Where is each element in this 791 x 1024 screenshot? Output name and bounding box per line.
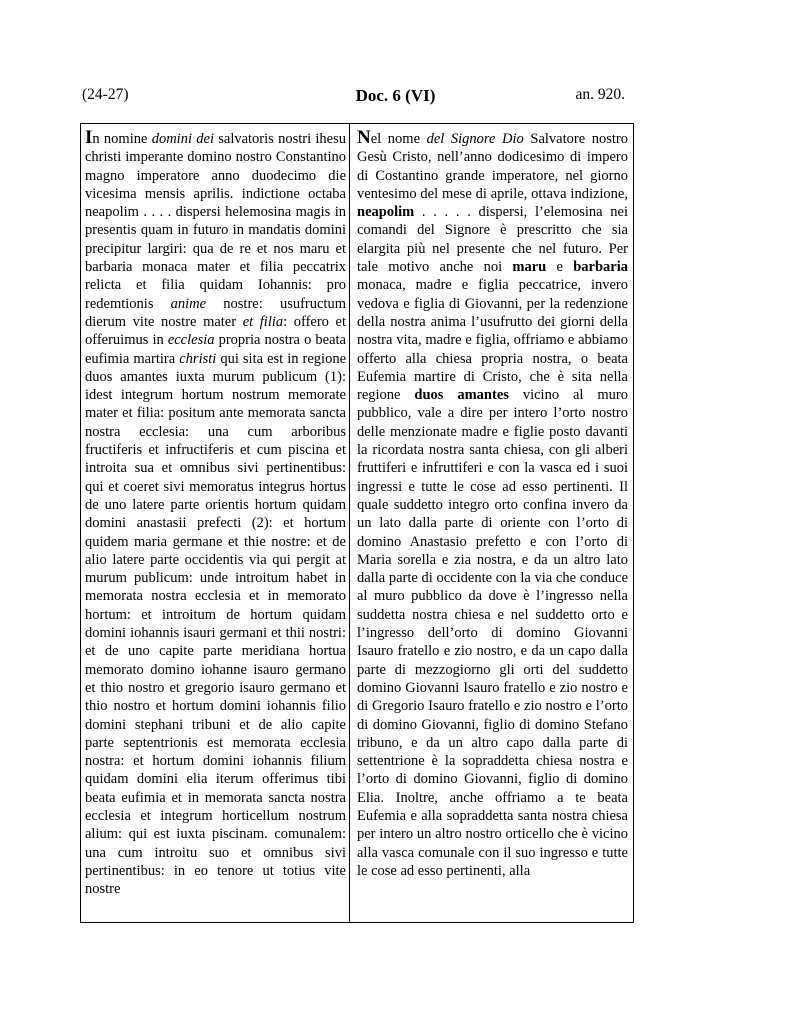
italian-text-segment: monaca, madre e figlia peccatrice, invero vedova e figlia di Giovanni, per la redenzione della nostra anima l’usufrutto dei giorni della nostra vita, madre e figlia, offriamo e abbiamo offerto alla chiesa propria nostra, o beata Eufemia martire di Cristo, che è sita nella regione (357, 277, 628, 404)
italian-text-segment: el nome (370, 131, 427, 147)
italian-text-segment: maru (512, 259, 547, 276)
latin-text-segment: ecclesia (167, 332, 215, 349)
latin-text-segment: n nomine (92, 131, 152, 147)
italian-text-segment: e (546, 259, 574, 276)
latin-text-segment: : offero et offeruimus in (85, 313, 346, 349)
italian-text-segment: duos amantes (414, 387, 509, 404)
italian-text-segment: vicino al muro pubblico, vale a dire per intero l’orto nostro delle menzionate madre e figlie posto davanti la ricordata nostra santa chiesa, con gli alberi fruttiferi e infruttiferi e con la vasca ed i suoi ingressi e tutte le cose ad esso pertinenti. Il quale suddetto integro orto confina invero da un lato dalla parte di oriente con l’orto di domino Anastasio prefetto e con l’orto di Maria sorella e zia nostra, e da un altro lato dalla parte di occidente con la via che conduce al muro pubblico da dove è l’ingresso nella suddetta nostra chiesa e nel suddetto orto e l’ingresso dell’orto di domino Giovanni Isauro fratello e zio nostro, e da un capo dalla parte di mezzogiorno gli orti del suddetto domino Giovanni Isauro fratello e zio nostro e di Gregorio Isauro fratello e zio nostro e l’orto di domino Giovanni, figlio di domino Stefano tribuno, e da un altro capo dalla parte di settentrione è la sopraddetta chiesa nostra e l’orto di domino Giovanni, figlio di domino Elia. Inoltre, anche offriamo a te beata Eufemia e alla sopraddetta santa nostra chiesa per intero un altro nostro orticello che è vicino alla vasca comunale con il suo ingresso e tutte le cose ad esso pertinenti, alla (357, 387, 628, 879)
italian-text-segment: neapolim (357, 204, 415, 221)
latin-text-column (85, 129, 346, 898)
italian-text-segment: barbaria (573, 259, 628, 276)
latin-initial: I (85, 127, 93, 148)
latin-text-segment: christi (179, 350, 217, 367)
italian-text-segment: del Signore Dio (426, 131, 524, 147)
italian-text-segment: Salvatore nostro Gesù Cristo, nell’anno dodicesimo di impero di Costantino grande imperatore, nel giorno ventesimo del mese di aprile, ottava indizione, (357, 131, 628, 202)
latin-text-segment: qui sita est in regione duos amantes iuxta murum publicum (1): idest integrum hortum nostrum memorate mater et filia: positum ante memorata sancta nostra ecclesia: una cum arboribus fructiferis et infructiferis et cum piscina et introita sua et omnibus sivi pertinentibus: qui et coeret sivi memoratus integrus hortus de uno latere parte orientis hortum quidam domini anastasii prefecti (2): et hortum quidem maria germane et thie nostre: et de alio latere parte occidentis via qui pergit at murum publicum: unde introitum habet in memorata nostra ecclesia et in memorato hortum: et introitum de hortum quidam domini iohannis isauri germani et thii nostri: et de uno capite parte meridiana hortua memorato domino iohanne isauro germano et thio nostro et gregorio isauro germano et thio nostro et hortum domini iohannis filio domini stephani tribuni et de alio capite parte septentrionis est memorata ecclesia nostra: et hortum domini iohannis filium quidam domini elia iterum offerimus tibi beata eufimia et in memorata sancta nostra ecclesia et integrum horticellum nostrum alium: qui est iuxta piscinam. comunalem: una cum introitu suo et omnibus sivi pertinentibus: in eo tenore ut totius vite nostre (85, 350, 347, 898)
latin-text-segment: anime (170, 295, 207, 312)
latin-text-segment: domini dei (151, 131, 214, 147)
parallel-text-table (80, 123, 634, 923)
document-year: an. 920. (575, 86, 625, 103)
document-title: Doc. 6 (VI) (355, 86, 436, 105)
latin-text-segment: et filia (242, 313, 284, 330)
italian-paragraph (357, 129, 628, 880)
latin-text-segment: nostre: usufructum dierum vite nostre mater (85, 295, 346, 330)
column-divider (349, 124, 350, 922)
latin-text-segment: salvatoris nostri ihesu christi imperante domino nostro Constantino magno imperatore anno duodecimo die vicesima mensis aprilis. indictione octaba neapolim . . . . dispersi helemosina magis in presentis quam in futuro in mandatis domini precipitur largiri: qua de re et nos maru et barbaria monaca mater et filia peccatrix relicta et filia quidam Iohannis: pro redemtionis (85, 131, 346, 312)
italian-initial: N (357, 127, 371, 148)
latin-paragraph (85, 129, 346, 898)
italian-text-column (357, 129, 628, 880)
italian-text-segment: . . . . . dispersi, l’elemosina nei comandi del Signore è prescritto che sia elargita più nel presente che nel futuro. Per tale motivo anche noi (357, 204, 628, 276)
latin-text-segment: propria nostra o beata eufimia martira (85, 332, 346, 367)
page-range: (24-27) (82, 86, 129, 103)
